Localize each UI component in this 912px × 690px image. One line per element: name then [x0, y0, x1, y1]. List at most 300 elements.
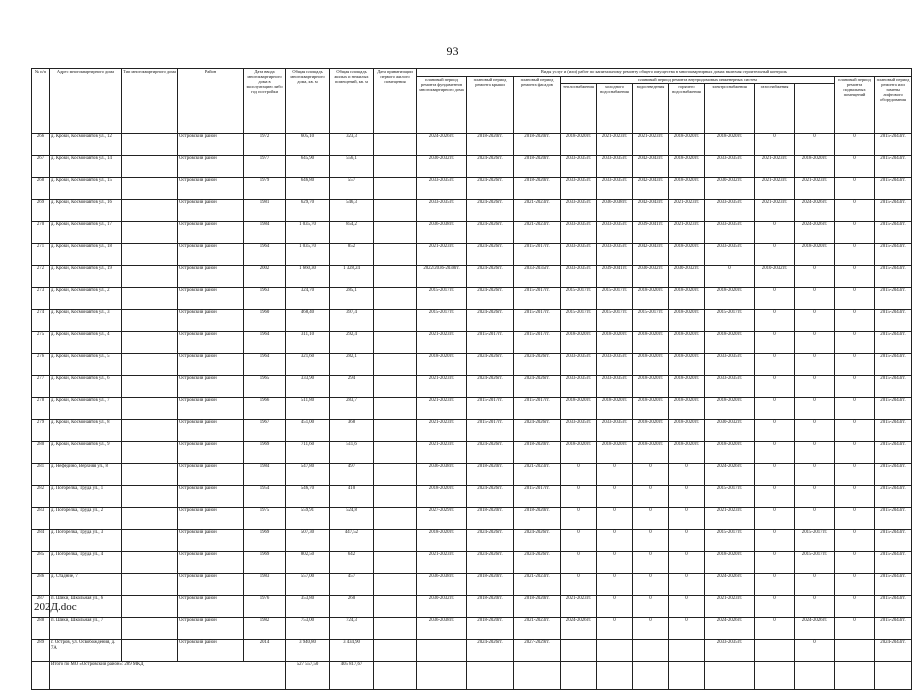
table-cell: 1 660,30 [286, 266, 330, 288]
table-cell: 0 [755, 134, 795, 156]
table-cell: 0 [561, 508, 597, 530]
table-cell: 2042-2043гг. [633, 178, 669, 200]
table-cell: 2024-2026гг. [467, 376, 514, 398]
table-cell: 2015-2043гг. [875, 486, 912, 508]
table-cell: 0 [633, 618, 669, 640]
column-header: холодного водоснабжения [597, 84, 633, 134]
table-cell: 0 [755, 354, 795, 376]
table-cell: 2042-2043гг. [633, 156, 669, 178]
table-cell: 0 [597, 464, 633, 486]
table-cell: 2036-2038гг. [417, 222, 467, 244]
table-cell: 2021-2023гг. [705, 596, 755, 618]
table-cell: 0 [755, 398, 795, 420]
table-cell: 0 [597, 618, 633, 640]
table-cell: 0 [597, 552, 633, 574]
table-cell: 2018-2020гг. [561, 442, 597, 464]
table-cell: 2024-2026гг. [467, 156, 514, 178]
table-cell: 2024-2026гг. [705, 464, 755, 486]
table-cell: 2015-2043гг. [875, 508, 912, 530]
table-cell: 2024-2026гг. [561, 618, 597, 640]
table-cell: 724,3 [330, 618, 374, 640]
table-cell: 294 [330, 376, 374, 398]
table-cell: 0 [755, 244, 795, 266]
table-cell: 0 [633, 508, 669, 530]
table-cell: 2036-2038гг. [417, 574, 467, 596]
table-cell [417, 640, 467, 662]
table-cell: п. Шики, Школьная ул., 7 [50, 618, 122, 640]
table-cell: 2021-2023гг. [514, 574, 561, 596]
column-header: горячего водоснабжения [669, 84, 705, 134]
table-cell: 2033-2035гг. [597, 244, 633, 266]
table-cell: 497 [330, 464, 374, 486]
table-cell: 2033-2035гг. [597, 354, 633, 376]
table-cell: 2039-2041гг. [597, 266, 633, 288]
table-cell: 2021-2023гг. [755, 178, 795, 200]
table-cell: 0 [835, 156, 875, 178]
table-cell: 2024-2026гг. [467, 266, 514, 288]
table-cell [374, 486, 417, 508]
table-cell [122, 464, 178, 486]
table-cell: д. Кроки, Космонавтов ул., 14 [50, 156, 122, 178]
table-cell [755, 640, 795, 662]
column-header: плановый период ремонта внутридомовых инженерных систем [561, 77, 835, 84]
table-cell: 0 [755, 222, 795, 244]
table-cell: 2033-2035гг. [705, 200, 755, 222]
table-cell [122, 574, 178, 596]
table-cell: д. Погорелка, Труда ул., 1 [50, 486, 122, 508]
table-cell [374, 552, 417, 574]
table-cell: 2033-2035гг. [705, 156, 755, 178]
table-cell: д. Кроки, Космонавтов ул., 18 [50, 244, 122, 266]
table-cell: 2015-2017гг. [417, 310, 467, 332]
table-cell: 2033-2035гг. [597, 222, 633, 244]
table-cell: д. Кроки, Космонавтов ул., 12 [50, 134, 122, 156]
table-cell: 2039-2041гг. [633, 222, 669, 244]
table-cell: 2033-2035гг. [561, 376, 597, 398]
table-cell: 2015-2017гг. [795, 552, 835, 574]
table-cell: 2018-2020гг. [467, 596, 514, 618]
table-cell [374, 420, 417, 442]
table-cell: 2018-2020гг. [633, 398, 669, 420]
table-cell: 279 [32, 420, 50, 442]
table-cell: 2021-2023гг. [417, 420, 467, 442]
table-cell: 292,4 [330, 332, 374, 354]
table-cell [374, 288, 417, 310]
table-cell: п. Шики, Школьная ул., 6 [50, 596, 122, 618]
table-cell: д. Кроки, Космонавтов ул., 9 [50, 442, 122, 464]
table-cell: 2014 [244, 640, 286, 662]
table-cell: 285,1 [330, 288, 374, 310]
table-cell: 0 [633, 530, 669, 552]
column-header: Общая площадь многоквартирного дома, кв. м [286, 69, 330, 134]
table-cell: 0 [835, 420, 875, 442]
table-cell: 0 [669, 486, 705, 508]
table-cell: 285 [32, 552, 50, 574]
table-cell [374, 464, 417, 486]
table-cell: 0 [755, 618, 795, 640]
table-cell: 2015-2017гг. [705, 486, 755, 508]
table-cell: 2033-2035гг. [705, 640, 755, 662]
table-cell: 0 [561, 486, 597, 508]
column-header: электроснабжения [705, 84, 755, 134]
capital-repair-table [31, 68, 912, 690]
table-cell: 0 [835, 442, 875, 464]
table-cell: 1984 [244, 464, 286, 486]
table-cell: 271 [32, 244, 50, 266]
table-cell: Островский район [178, 508, 244, 530]
column-header: плановый период ремонта фасадов [514, 77, 561, 134]
table-cell: 2018-2020гг. [669, 442, 705, 464]
table-cell: 283,7 [330, 398, 374, 420]
table-cell: 2015-2043гг. [875, 178, 912, 200]
table-cell [561, 640, 597, 662]
table-cell: 2021-2023гг. [514, 464, 561, 486]
table-cell [122, 222, 178, 244]
table-cell: 2024-2026гг. [467, 530, 514, 552]
table-row [32, 420, 912, 442]
table-cell: 2033-2035гг. [561, 420, 597, 442]
table-cell: 2024-2026гг. [467, 640, 514, 662]
table-cell: 2018-2020гг. [669, 354, 705, 376]
table-cell: 2021-2023гг. [795, 178, 835, 200]
table-cell: 2033-2035гг. [561, 222, 597, 244]
table-cell: 2015-2017гг. [514, 244, 561, 266]
table-cell: 287 [32, 596, 50, 618]
table-cell: 1964 [244, 244, 286, 266]
table-cell [795, 662, 835, 690]
table-cell [122, 376, 178, 398]
table-row [32, 200, 912, 222]
table-cell [835, 640, 875, 662]
table-cell [374, 376, 417, 398]
table-cell: 0 [795, 464, 835, 486]
table-cell: 1977 [244, 156, 286, 178]
table-cell: 0 [561, 530, 597, 552]
table-cell: 2024-2026гг. [467, 354, 514, 376]
table-cell: 0 [795, 508, 835, 530]
table-cell: 852 [330, 244, 374, 266]
table-cell: 2018-2020гг. [669, 178, 705, 200]
table-cell: 2024-2026гг. [417, 134, 467, 156]
table-cell: 0 [755, 464, 795, 486]
table-cell: 284 [32, 530, 50, 552]
table-cell: 2033-2035гг. [597, 420, 633, 442]
table-cell [835, 662, 875, 690]
table-cell: Островский район [178, 332, 244, 354]
table-row [32, 508, 912, 530]
table-cell: 2015-2017гг. [633, 310, 669, 332]
table-cell: Островский район [178, 310, 244, 332]
table-cell: 2021-2023гг. [417, 332, 467, 354]
table-cell: 0 [835, 618, 875, 640]
table-cell: 546,3 [330, 200, 374, 222]
table-cell: 1 035,70 [286, 244, 330, 266]
table-cell: 2018-2020гг. [795, 244, 835, 266]
table-cell: 2030-2032гг. [417, 156, 467, 178]
table-cell: 0 [561, 552, 597, 574]
table-cell [374, 244, 417, 266]
column-header: Адрес многоквартирного дома [50, 69, 122, 134]
column-header: плановый период ремонта фундаментов многоквартирного дома [417, 77, 467, 134]
table-cell: 557 [330, 178, 374, 200]
table-cell: 0 [835, 266, 875, 288]
table-cell: 1969 [244, 552, 286, 574]
table-cell: 2021-2023гг. [417, 398, 467, 420]
table-cell: 2015-2043гг. [875, 530, 912, 552]
table-cell [597, 662, 633, 690]
table-cell: 2018-2020гг. [669, 288, 705, 310]
table-cell: 559,91 [286, 508, 330, 530]
table-cell [374, 178, 417, 200]
table-row [32, 552, 912, 574]
table-cell: 0 [795, 266, 835, 288]
table-cell [374, 134, 417, 156]
table-cell: 2024-2026гг. [467, 552, 514, 574]
table-cell: 2015-2043гг. [875, 200, 912, 222]
table-cell: 2021-2023гг. [514, 200, 561, 222]
table-cell: 311,10 [286, 332, 330, 354]
table-row [32, 442, 912, 464]
table-cell: 451,00 [286, 420, 330, 442]
total-row [32, 662, 912, 690]
table-cell: 2018-2020гг. [467, 134, 514, 156]
header-row1 [32, 69, 912, 77]
column-header: Район [178, 69, 244, 134]
table-cell: 2015-2017гг. [467, 420, 514, 442]
table-cell: 0 [755, 442, 795, 464]
column-header: Дата приватизации первого жилого помещения [374, 69, 417, 134]
table-cell: 282 [32, 486, 50, 508]
table-cell: 1967 [244, 420, 286, 442]
table-cell: 2024-2026гг. [514, 420, 561, 442]
table-cell [374, 222, 417, 244]
table-cell: 0 [669, 552, 705, 574]
table-cell: 0 [597, 574, 633, 596]
table-cell: 286 [32, 574, 50, 596]
table-cell: 2033-2035гг. [705, 376, 755, 398]
table-cell: 2015-2043гг. [875, 354, 912, 376]
table-cell: 2015-2017гг. [467, 332, 514, 354]
table-cell: 2018-2020гг. [467, 574, 514, 596]
table-cell: 2024-2026гг. [795, 222, 835, 244]
table-row [32, 222, 912, 244]
table-cell: 2018-2020гг. [514, 508, 561, 530]
table-cell: 2018-2020гг. [417, 530, 467, 552]
table-cell [122, 310, 178, 332]
total-living-area: 405 817,67 [330, 662, 374, 690]
table-cell: 0 [795, 420, 835, 442]
table-cell: 2021-2023гг. [669, 222, 705, 244]
table-cell: 270 [32, 222, 50, 244]
table-cell: 0 [755, 332, 795, 354]
table-row [32, 398, 912, 420]
table-cell: 0 [633, 574, 669, 596]
table-cell: 2030-2032гг. [705, 178, 755, 200]
table-cell: 2024-2026гг. [467, 310, 514, 332]
table-cell: Островский район [178, 596, 244, 618]
table-cell: 2024-2026гг. [467, 486, 514, 508]
table-cell: 0 [795, 574, 835, 596]
table-cell: 0 [835, 244, 875, 266]
table-cell: 274 [32, 310, 50, 332]
table-cell [374, 266, 417, 288]
table-cell: 2015-2017гг. [514, 398, 561, 420]
table-cell: 1 035,70 [286, 222, 330, 244]
table-cell: 2021-2023гг. [561, 596, 597, 618]
table-cell: д. Кроки, Космонавтов ул., 16 [50, 200, 122, 222]
table-cell: 2030-2032гг. [417, 596, 467, 618]
total-area: 527 557,50 [286, 662, 330, 690]
table-cell: 0 [795, 486, 835, 508]
table-cell: 2033-2035гг. [561, 244, 597, 266]
table-cell: Островский район [178, 244, 244, 266]
table-cell: 3 434,90 [330, 640, 374, 662]
table-cell: 273 [32, 288, 50, 310]
table-cell: 2033-2035гг. [417, 178, 467, 200]
table-cell: 2015-2043гг. [875, 420, 912, 442]
table-row [32, 156, 912, 178]
total-label: Итого по МО «Островский район»: 289 МКД [50, 662, 286, 690]
table-cell: 2015-2043гг. [875, 156, 912, 178]
table-cell: Островский район [178, 640, 244, 662]
table-cell: 0 [835, 464, 875, 486]
table-cell: 2015-2043гг. [875, 134, 912, 156]
table-cell [417, 662, 467, 690]
table-cell: 2018-2020гг. [597, 442, 633, 464]
table-cell: 2015-2017гг. [514, 288, 561, 310]
table-cell: г. Остров, ул. Освобождения, д. 7А [50, 640, 122, 662]
table-cell: 0 [755, 552, 795, 574]
table-row [32, 178, 912, 200]
table-cell: 1966 [244, 398, 286, 420]
table-cell [374, 662, 417, 690]
table-cell: 2024-2026гг. [467, 244, 514, 266]
table-cell: 753,00 [286, 618, 330, 640]
table-cell: 281 [32, 464, 50, 486]
table-cell: 2022/2036-2038гг. [417, 266, 467, 288]
table-cell: 2018-2020гг. [514, 178, 561, 200]
table-cell: Островский район [178, 398, 244, 420]
table-cell: Островский район [178, 376, 244, 398]
table-cell [122, 530, 178, 552]
table-cell: 1975 [244, 508, 286, 530]
table-cell: 629,70 [286, 200, 330, 222]
table-cell: 275 [32, 332, 50, 354]
table-cell: 0 [597, 530, 633, 552]
table-cell: Островский район [178, 420, 244, 442]
table-cell: д. Кроки, Космонавтов ул., 8 [50, 420, 122, 442]
table-cell: 2021-2023гг. [597, 134, 633, 156]
table-cell: 2015-2043гг. [875, 398, 912, 420]
table-cell: 2033-2035гг. [705, 222, 755, 244]
table-row [32, 288, 912, 310]
table-cell: 2021-2023гг. [669, 200, 705, 222]
table-cell: 0 [835, 376, 875, 398]
column-header: плановый период ремонта или замены лифтового оборудования [875, 77, 912, 134]
table-cell: 1965 [244, 376, 286, 398]
table-cell: 556,1 [330, 156, 374, 178]
table-row [32, 618, 912, 640]
table-cell: Островский район [178, 288, 244, 310]
table-cell [122, 420, 178, 442]
table-cell: 0 [755, 574, 795, 596]
table-cell: 1979 [244, 178, 286, 200]
table-cell: 1 328,24 [330, 266, 374, 288]
table-cell: Островский район [178, 552, 244, 574]
table-cell: 410 [330, 486, 374, 508]
table-cell: 1969 [244, 442, 286, 464]
table-cell: 2033-2035гг. [597, 376, 633, 398]
table-cell [122, 244, 178, 266]
table-cell [122, 354, 178, 376]
table-cell: 1981 [244, 200, 286, 222]
table-cell: 2024-2026гг. [514, 552, 561, 574]
table-cell: 2033-2035гг. [597, 156, 633, 178]
table-cell: 0 [669, 596, 705, 618]
table-cell: 2030-2032гг. [705, 420, 755, 442]
table-cell: 2015-2043гг. [875, 244, 912, 266]
table-cell: 2015-2043гг. [875, 552, 912, 574]
table-cell [705, 662, 755, 690]
table-cell: 2018-2020гг. [669, 310, 705, 332]
table-cell: 0 [795, 134, 835, 156]
table-cell: 2015-2017гг. [467, 398, 514, 420]
table-cell: 0 [669, 464, 705, 486]
table-cell: Островский район [178, 134, 244, 156]
table-cell: 2033-2035гг. [561, 200, 597, 222]
table-cell: 0 [835, 310, 875, 332]
table-cell [122, 552, 178, 574]
table-cell: 1984 [244, 222, 286, 244]
table-cell: 2015-2043гг. [875, 266, 912, 288]
table-cell: 2024-2026гг. [514, 530, 561, 552]
table-cell: 2033-2035гг. [514, 266, 561, 288]
table-cell: 0 [755, 420, 795, 442]
table-cell [122, 288, 178, 310]
table-cell: 0 [835, 134, 875, 156]
table-cell [755, 662, 795, 690]
table-cell [122, 200, 178, 222]
table-cell: 2033-2035гг. [561, 156, 597, 178]
table-cell [374, 354, 417, 376]
table-cell: 0 [755, 288, 795, 310]
table-cell: 2015-2043гг. [875, 288, 912, 310]
table-cell: д. Кроки, Космонавтов ул., 15 [50, 178, 122, 200]
table-cell: 642 [330, 552, 374, 574]
table-cell [374, 508, 417, 530]
table-cell: 468,40 [286, 310, 330, 332]
table-cell: д. Кроки, Космонавтов ул., 3 [50, 310, 122, 332]
table-cell: 321,60 [286, 354, 330, 376]
column-header: Виды услуг и (или) работ по капитальному ремонту общего имущества в многоквартирных домах включая строительный контроль [417, 69, 912, 77]
table-cell: 547,80 [286, 464, 330, 486]
table-cell: 2036-2038гг. [417, 464, 467, 486]
table-cell: 0 [795, 596, 835, 618]
table-cell: 1972 [244, 134, 286, 156]
table-cell: 0 [835, 486, 875, 508]
table-cell: 0 [669, 530, 705, 552]
table-cell: 2015-2017гг. [795, 530, 835, 552]
table-cell: 2018-2020гг. [633, 288, 669, 310]
table-cell: Островский район [178, 266, 244, 288]
table-cell: 2015-2043гг. [875, 442, 912, 464]
table-cell: 2015-2017гг. [561, 288, 597, 310]
table-cell: 276 [32, 354, 50, 376]
table-cell: 711,60 [286, 442, 330, 464]
table-cell: д. Нефедино, Верхняя ул., 8 [50, 464, 122, 486]
table-row [32, 464, 912, 486]
table-cell: 288 [32, 618, 50, 640]
